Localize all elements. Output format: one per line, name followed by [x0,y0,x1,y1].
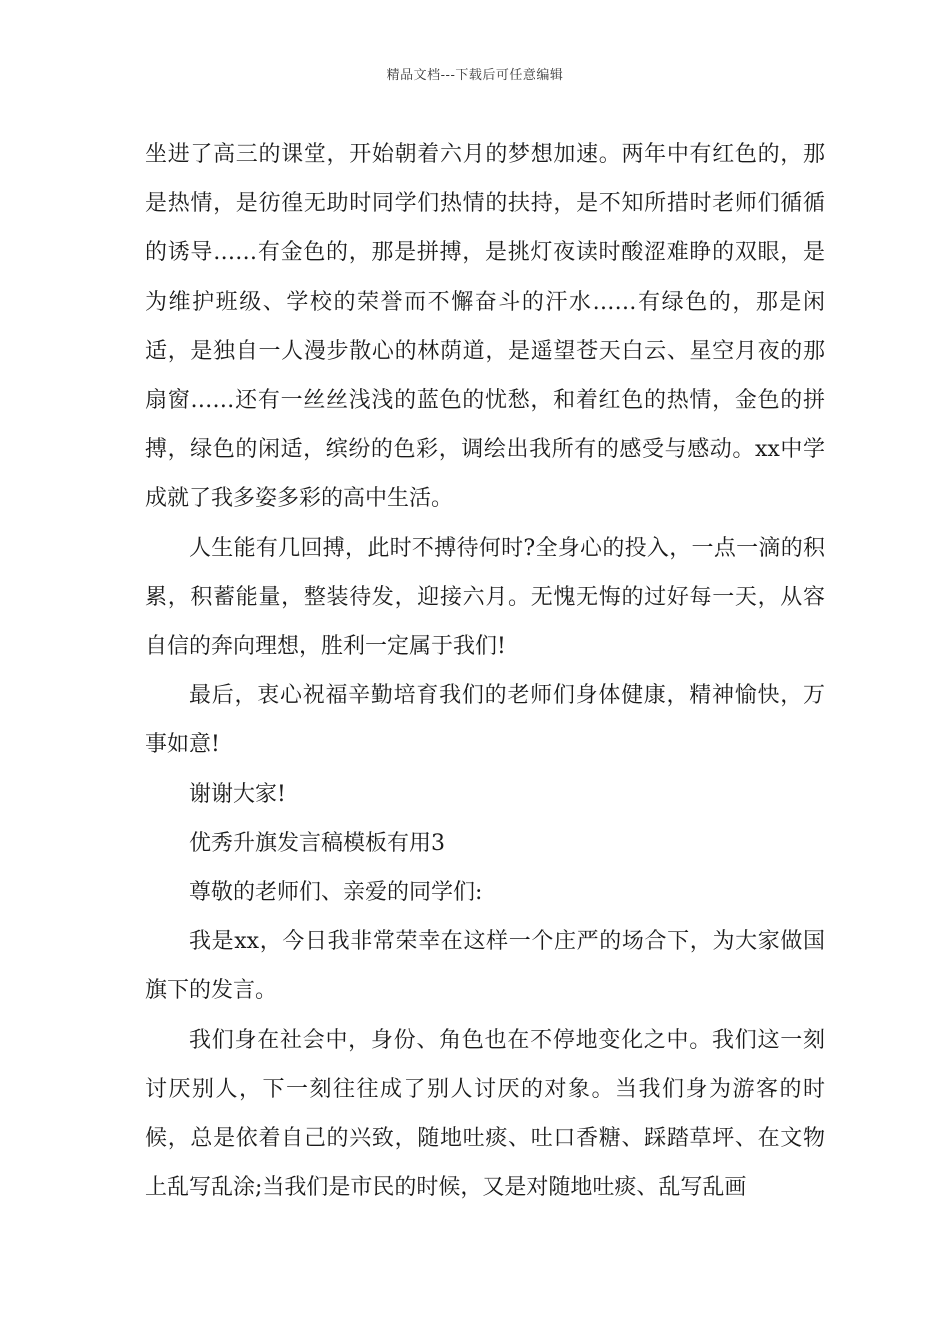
paragraph-4: 谢谢大家! [189,781,286,807]
paragraph-8: 我们身在社会中，身份、角色也在不停地变化之中。我们这一刻讨厌别人，下一刻往往成了别人讨厌的对象。当我们身为游客的时候，总是依着自己的兴致，随地吐痰、吐口香糖、踩踏草坪、在文物上乱写乱涂;当我们是市民的时候，又是对随地吐痰、乱写乱画 [145,1027,825,1201]
document-body [145,130,825,1212]
page-header: 精品文档---下载后可任意编辑 [386,68,564,83]
paragraph-3: 最后，衷心祝福辛勤培育我们的老师们身体健康，精神愉快，万事如意! [145,683,825,758]
section-heading: 优秀升旗发言稿模板有用3 [189,830,445,856]
salutation: 尊敬的老师们、亲爱的同学们: [189,880,483,906]
paragraph-7: 我是xx，今日我非常荣幸在这样一个庄严的场合下，为大家做国旗下的发言。 [145,929,825,1004]
paragraph-1: 坐进了高三的课堂，开始朝着六月的梦想加速。两年中有红色的，那是热情，是彷徨无助时同学们热情的扶持，是不知所措时老师们循循的诱导……有金色的，那是拼搏，是挑灯夜读时酸涩难睁的双眼，是为维护班级、学校的荣誉而不懈奋斗的汗水……有绿色的，那是闲适，是独自一人漫步散心的林荫道，是遥望苍天白云、星空月夜的那扇窗……还有一丝丝浅浅的蓝色的忧愁，和着红色的热情，金色的拼搏，绿色的闲适，缤纷的色彩，调绘出我所有的感受与感动。xx中学成就了我多姿多彩的高中生活。 [145,142,825,512]
paragraph-2: 人生能有几回搏，此时不搏待何时?全身心的投入，一点一滴的积累，积蓄能量，整装待发，迎接六月。无愧无悔的过好每一天，从容自信的奔向理想，胜利一定属于我们! [145,535,825,660]
